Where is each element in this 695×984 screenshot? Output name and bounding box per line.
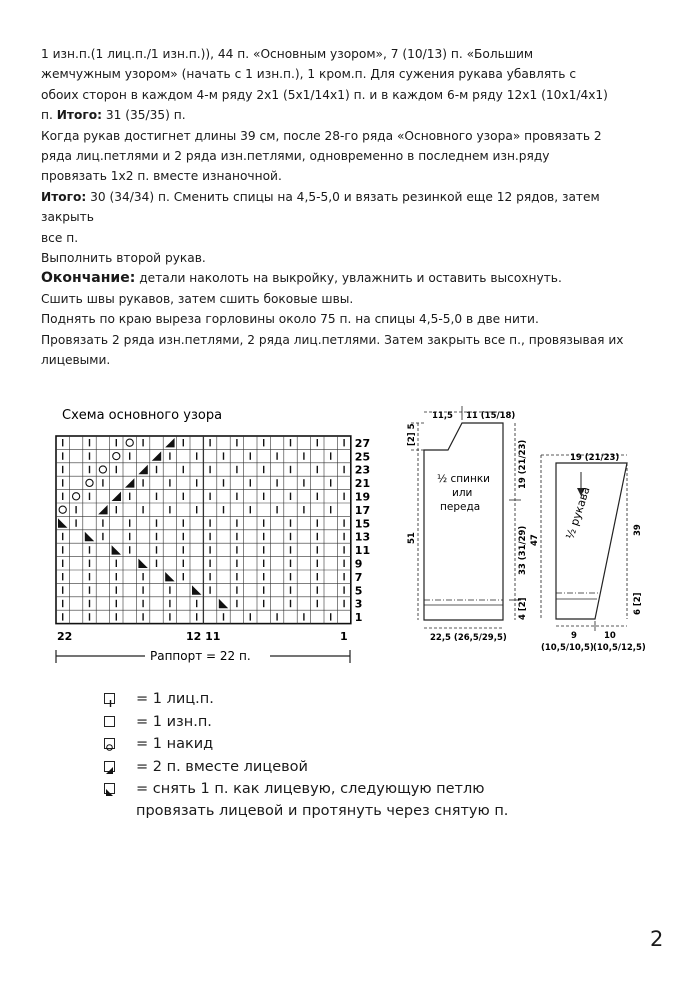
k2tog-mark — [125, 478, 134, 487]
back-front-schematic — [407, 406, 528, 643]
ssk-mark — [138, 559, 147, 568]
text-line: лицевыми. — [41, 353, 111, 368]
text-line: Провязать 2 ряда изн.петлями, 2 ряда лиц.петлями. Затем закрыть все п., провязывая их — [41, 332, 624, 347]
back-label-2: или — [452, 487, 473, 499]
row-label: 11 — [354, 544, 371, 558]
row-label: 17 — [354, 503, 371, 517]
ssk-mark — [112, 545, 121, 554]
text-line: закрыть — [41, 210, 94, 225]
k2tog-symbol-icon — [104, 761, 115, 772]
text-line: п. Итого: 31 (35/35) п. — [41, 108, 186, 123]
ssk-mark — [85, 532, 94, 541]
ssk-symbol-icon — [104, 783, 115, 794]
legend-text: = 1 лиц.п. — [136, 691, 214, 707]
legend-text: провязать лицевой и протянуть через снятую п. — [136, 803, 509, 819]
row-label: 7 — [354, 570, 363, 584]
text-line: Итого: 30 (34/34) п. Сменить спицы на 4,5-5,0 и вязать резинкой еще 12 рядов, затем — [41, 189, 600, 204]
yarn-over-mark — [126, 439, 133, 446]
text-line: 1 изн.п.(1 лиц.п./1 изн.п.)), 44 п. «Основным узором», 7 (10/13) п. «Большим — [41, 47, 534, 61]
k2tog-mark — [152, 451, 161, 460]
yarn-over-mark — [86, 479, 93, 486]
dim-top-left: 11,5 — [432, 411, 453, 421]
k2tog-mark — [138, 465, 147, 474]
chart-title: Схема основного узора — [62, 408, 223, 423]
dim-rib: 4 [2] — [518, 597, 528, 620]
text-line: Окончание: детали наколоть на выкройку, увлажнить и оставить высохнуть. — [41, 270, 562, 287]
yo-symbol-icon — [104, 738, 115, 749]
stitch-grid — [56, 436, 370, 624]
legend-text: = 2 п. вместе лицевой — [136, 758, 308, 775]
row-label: 13 — [354, 530, 371, 544]
col-label-left: 22 — [57, 630, 73, 643]
yarn-over-mark — [99, 466, 106, 473]
row-label: 27 — [354, 436, 371, 450]
text-line: обоих сторон в каждом 4-м ряду 2х1 (5х1/14х1) п. и в каждом 6-м ряду 12х1 (10х1/4х1) — [41, 87, 608, 102]
sleeve-dim-length: 39 — [633, 524, 643, 536]
dim-top-right: 11 (15/18) — [466, 411, 516, 421]
sleeve-dim-br: 10 — [604, 631, 616, 641]
yarn-over-mark — [73, 493, 80, 500]
k2tog-mark — [98, 505, 107, 514]
sleeve-dim-br2: (10,5/12,5) — [593, 643, 646, 653]
ssk-mark — [192, 585, 201, 594]
legend-text: = 1 изн.п. — [136, 713, 212, 730]
back-label-3: переда — [440, 501, 481, 513]
sleeve-dim-bl2: (10,5/10,5) — [541, 643, 594, 653]
row-label: 1 — [354, 611, 363, 625]
page-number: 2 — [650, 927, 664, 951]
sleeve-dim-rib: 6 [2] — [633, 592, 643, 615]
yarn-over-mark — [113, 453, 120, 460]
text-line: ряда лиц.петлями и 2 ряда изн.петлями, одновременно в последнем изн.ряду — [41, 149, 550, 164]
dim-left-small: [2] 5 — [407, 423, 417, 446]
row-label: 25 — [354, 450, 371, 464]
purl-symbol-icon — [104, 716, 115, 727]
sleeve-dim-top: 19 (21/23) — [570, 453, 620, 463]
k2tog-mark — [112, 492, 121, 501]
row-label: 9 — [354, 557, 363, 571]
sleeve-label: ½ рукава — [563, 485, 593, 541]
sleeve-schematic — [530, 453, 646, 653]
text-line: Поднять по краю выреза горловины около 75 п. на спицы 4,5-5,0 в две нити. — [41, 312, 539, 327]
text-line: провязать 1х2 п. вместе изнаночной. — [41, 169, 282, 184]
sleeve-dim-height: 47 — [530, 534, 540, 546]
k2tog-mark — [165, 438, 174, 447]
col-label-mid: 12 11 — [186, 630, 221, 643]
row-label: 21 — [354, 477, 371, 491]
ssk-mark — [165, 572, 174, 581]
knit-symbol-icon — [104, 693, 115, 704]
dim-height: 51 — [407, 532, 417, 544]
dim-width: 22,5 (26,5/29,5) — [430, 633, 507, 643]
back-label-1: ½ спинки — [437, 473, 491, 485]
text-line: все п. — [41, 230, 79, 245]
dim-armhole: 19 (21/23) — [518, 439, 528, 489]
legend-text: = 1 накид — [136, 736, 214, 752]
text-line: жемчужным узором» (начать с 1 изн.п.), 1 кром.п. Для сужения рукава убавлять с — [41, 67, 577, 82]
row-label: 5 — [354, 584, 363, 598]
col-label-right: 1 — [340, 630, 348, 643]
sleeve-dim-bl: 9 — [571, 631, 577, 641]
row-label: 3 — [354, 597, 363, 611]
legend-text: = снять 1 п. как лицевую, следующую петлю — [136, 781, 485, 797]
row-label: 15 — [354, 517, 371, 531]
ssk-mark — [219, 599, 228, 608]
text-line: Когда рукав достигнет длины 39 см, после 28-го ряда «Основного узора» провязать 2 — [41, 128, 602, 143]
row-label: 19 — [354, 490, 371, 504]
ssk-mark — [58, 518, 67, 527]
row-label: 23 — [354, 463, 371, 477]
rapport-label: Раппорт = 22 п. — [150, 649, 251, 663]
yarn-over-mark — [59, 506, 66, 513]
text-line: Сшить швы рукавов, затем сшить боковые швы. — [41, 291, 354, 306]
dim-body: 33 (31/29) — [518, 525, 528, 575]
text-line: Выполнить второй рукав. — [41, 251, 206, 266]
